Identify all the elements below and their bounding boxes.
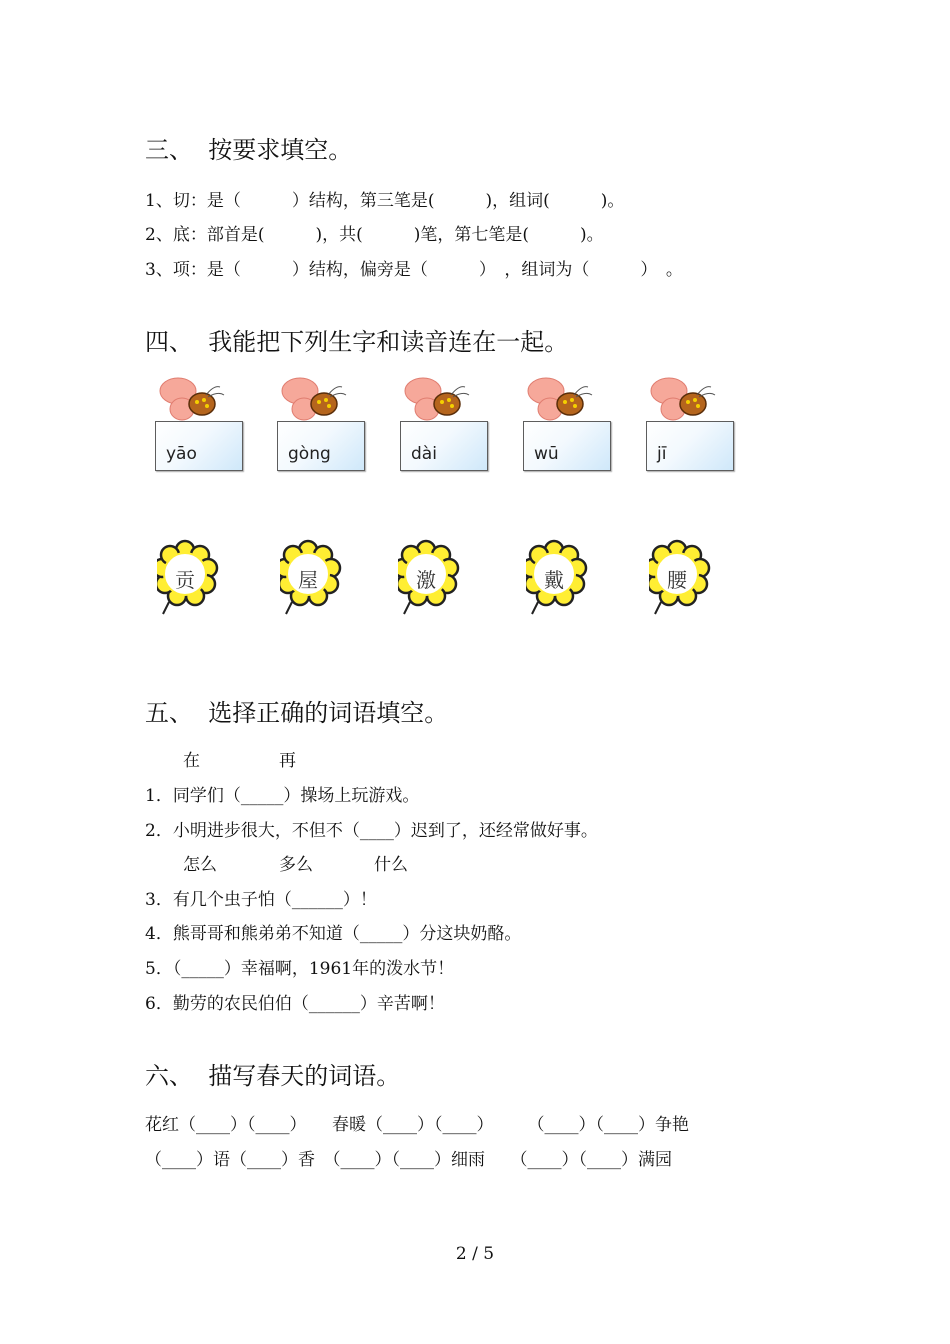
fill-line-2: 2、底：部首是( )，共( )笔，第七笔是( )。: [145, 225, 604, 245]
pinyin-card[interactable]: [646, 421, 734, 471]
spring-words-line-1: 花红（____）（____） 春暖（____）（____） （____）（____）争艳: [145, 1115, 689, 1135]
character-flower[interactable]: [526, 538, 594, 618]
pinyin-card[interactable]: [155, 421, 243, 471]
word-option: 再: [279, 751, 296, 771]
character-label: 戴: [544, 568, 564, 592]
sentence-line-3: 3．有几个虫子怕（______）！: [145, 890, 377, 910]
character-flower[interactable]: [649, 538, 717, 618]
sentence-line-5: 5．（_____）幸福啊，1961年的泼水节！: [145, 959, 455, 979]
page-number: 2 / 5: [455, 1244, 495, 1264]
sentence-line-4: 4．熊哥哥和熊弟弟不知道（_____）分这块奶酪。: [145, 924, 522, 944]
spring-words-line-2: （____）语（____）香 （____）（____）细雨 （____）（____）满园: [145, 1150, 672, 1170]
pinyin-label: yāo: [166, 444, 197, 464]
fill-line-3: 3、项：是（ ）结构，偏旁是（ ） ，组词为（ ） 。: [145, 260, 683, 280]
character-label: 激: [416, 568, 436, 592]
pinyin-label: jī: [657, 444, 667, 464]
word-option: 什么: [374, 855, 408, 875]
character-flower[interactable]: [398, 538, 466, 618]
pinyin-label: wū: [534, 444, 559, 464]
butterfly-icon: [280, 375, 350, 425]
pinyin-card[interactable]: [277, 421, 365, 471]
section-4-title: 四、 我能把下列生字和读音连在一起。: [145, 328, 569, 356]
character-label: 屋: [298, 568, 318, 592]
sentence-line-6: 6．勤劳的农民伯伯（______）辛苦啊！: [145, 994, 445, 1014]
word-option: 在: [183, 751, 200, 771]
pinyin-card[interactable]: [523, 421, 611, 471]
character-label: 贡: [175, 568, 195, 592]
butterfly-icon: [403, 375, 473, 425]
word-option: 怎么: [183, 855, 217, 875]
fill-line-1: 1、切：是（ ）结构，第三笔是( )，组词( )。: [145, 191, 625, 211]
section-5-title: 五、 选择正确的词语填空。: [145, 699, 449, 727]
pinyin-label: gòng: [288, 444, 331, 464]
character-flower[interactable]: [280, 538, 348, 618]
butterfly-icon: [158, 375, 228, 425]
butterfly-icon: [649, 375, 719, 425]
sentence-line-1: 1．同学们（_____）操场上玩游戏。: [145, 786, 420, 806]
character-label: 腰: [667, 568, 687, 592]
sentence-line-2: 2．小明进步很大，不但不（____）迟到了，还经常做好事。: [145, 821, 598, 841]
pinyin-label: dài: [411, 444, 437, 464]
word-option: 多么: [279, 855, 313, 875]
section-3-title: 三、 按要求填空。: [145, 136, 353, 164]
character-flower[interactable]: [157, 538, 225, 618]
pinyin-card[interactable]: [400, 421, 488, 471]
section-6-title: 六、 描写春天的词语。: [145, 1062, 401, 1090]
butterfly-icon: [526, 375, 596, 425]
